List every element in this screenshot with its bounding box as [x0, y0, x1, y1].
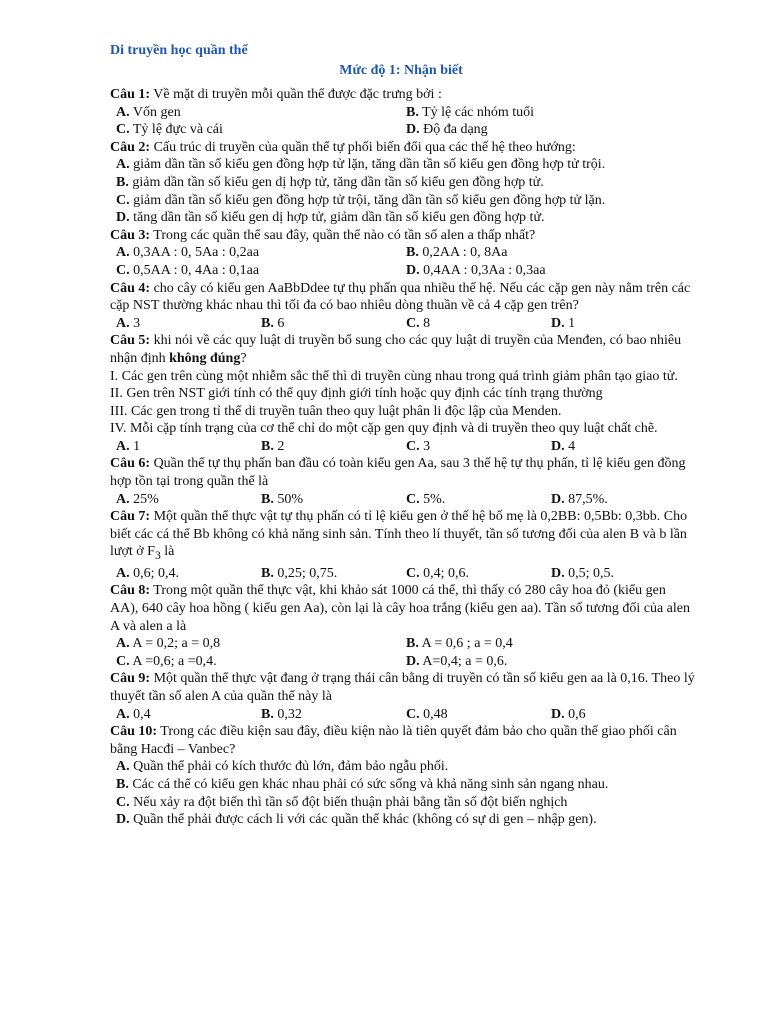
answer-option: [551, 706, 696, 724]
answer-option: [116, 565, 261, 583]
option-letter: D.: [551, 565, 565, 581]
option-letter: B.: [406, 636, 419, 652]
question-text: Trong các điều kiện sau đây, điều kiện nào là tiên quyết đảm bảo cho quần thể giao phối cân bằng Hacđi – Vanbec?: [110, 724, 677, 757]
answer-option: [406, 262, 696, 280]
option-text: A =0,6; a =0,4.: [129, 653, 217, 669]
question-text: khi nói về các quy luật di truyền bổ sung cho các quy luật di truyền của Menđen, có bao nhiêu nhận định: [110, 333, 682, 366]
answer-option: [116, 706, 261, 724]
answer-option: [406, 635, 696, 653]
option-text: 0,4; 0,6.: [419, 565, 470, 581]
option-letter: A.: [116, 636, 130, 652]
answer-option: [261, 315, 406, 333]
answer-row: [116, 635, 696, 653]
option-text: 3: [419, 438, 431, 454]
option-letter: C.: [116, 653, 130, 669]
option-letter: C.: [116, 262, 130, 278]
option-text: Quần thể phải được cách li với các quần thể khác (không có sự di gen – nhập gen).: [129, 812, 597, 828]
option-letter: D.: [551, 438, 565, 454]
question-stem: [110, 86, 696, 104]
question-text: Một quần thể thực vật tự thụ phấn có tỉ lệ kiểu gen ở thế hệ bố mẹ là 0,2BB: 0,5Bb: 0,3bb. Cho biết các cá thể Bb không có khả năng sinh sản. Tính theo lí thuyết, tần số tương đối của alen B và b lần lượt ở F: [110, 509, 688, 560]
question-stem: [110, 582, 696, 635]
option-text: Quần thể phải có kích thước đủ lớn, đảm bảo ngẫu phối.: [129, 759, 449, 775]
answer-option: [261, 491, 406, 509]
answer-row: [116, 653, 696, 671]
answer-option: [116, 262, 406, 280]
option-text: tăng dần tần số kiểu gen dị hợp tử, giảm dần tần số kiểu gen đồng hợp tử.: [129, 210, 545, 226]
option-letter: B.: [116, 174, 129, 190]
option-letter: D.: [406, 122, 420, 138]
option-text: A=0,4; a = 0,6.: [419, 653, 508, 669]
option-text: Vốn gen: [129, 104, 181, 120]
statement: I. Các gen trên cùng một nhiễm sắc thể thì di truyền cùng nhau trong quá trình giảm phân tạo giao tử.: [110, 368, 678, 384]
answer-option: [116, 121, 406, 139]
question-number: Câu 4:: [110, 280, 151, 296]
option-letter: B.: [261, 315, 274, 331]
answer-row: [116, 262, 696, 280]
question-stem: [110, 332, 696, 367]
option-letter: D.: [116, 812, 130, 828]
option-text: 2: [273, 438, 285, 454]
option-letter: C.: [406, 565, 420, 581]
answer-option: [406, 104, 696, 122]
option-text: A = 0,2; a = 0,8: [129, 636, 221, 652]
option-letter: B.: [261, 491, 274, 507]
question-text: Trong một quần thể thực vật, khi khảo sát 1000 cá thể, thì thấy có 280 cây hoa đỏ (kiểu gen AA), 640 cây hoa hồng ( kiểu gen Aa), còn lại là cây hoa trắng (kiểu gen aa). Tần số tương đối của alen A và alen a là: [110, 583, 690, 634]
option-letter: C.: [406, 315, 420, 331]
option-letter: C.: [406, 491, 420, 507]
question-text: Quần thể tự thụ phấn ban đầu có toàn kiểu gen Aa, sau 3 thế hệ tự thụ phấn, tỉ lệ kiểu gen đồng hợp tồn tại trong quần thể là: [110, 456, 686, 490]
answer-row: [116, 315, 696, 333]
option-letter: B.: [406, 104, 419, 120]
answer-option: [116, 776, 696, 794]
topic-title: Di truyền học quần thể: [110, 43, 248, 58]
answer-option: [116, 156, 696, 174]
option-letter: C.: [406, 438, 420, 454]
option-text: A = 0,6 ; a = 0,4: [418, 636, 513, 652]
option-letter: A.: [116, 104, 130, 120]
question-number: Câu 8:: [110, 583, 151, 599]
answer-option: [406, 315, 551, 333]
answer-row: [116, 121, 696, 139]
answer-option: [406, 438, 551, 456]
answer-option: [551, 491, 696, 509]
option-letter: B.: [406, 245, 419, 261]
option-letter: C.: [116, 122, 130, 138]
question-text-end: ?: [240, 350, 247, 366]
option-text: 3: [129, 315, 141, 331]
answer-option: [116, 438, 261, 456]
answer-option: [116, 653, 406, 671]
answer-option: [261, 706, 406, 724]
option-text: 1: [129, 438, 141, 454]
question-number: Câu 6:: [110, 456, 151, 472]
question-number: Câu 9:: [110, 671, 151, 687]
question-subscript: 3: [154, 549, 161, 563]
answer-option: [406, 706, 551, 724]
option-letter: D.: [406, 262, 420, 278]
option-letter: D.: [116, 210, 130, 226]
question-emphasis: không đúng: [169, 350, 241, 366]
answer-option: [116, 104, 406, 122]
option-text: 0,48: [419, 706, 448, 722]
question-stem: [110, 227, 696, 245]
statement: IV. Mỗi cặp tính trạng của cơ thể chỉ do một cặp gen quy định và di truyền theo quy luật chất chẽ.: [110, 421, 658, 437]
answer-option: [116, 315, 261, 333]
option-text: 0,6; 0,4.: [129, 565, 180, 581]
answer-option: [261, 438, 406, 456]
option-text: 0,2AA : 0, 8Aa: [418, 245, 508, 261]
question-text-end: là: [160, 544, 175, 560]
option-letter: A.: [116, 245, 130, 261]
option-text: 0,6: [564, 706, 586, 722]
option-text: 0,4: [129, 706, 151, 722]
answer-option: [116, 491, 261, 509]
option-text: Tỷ lệ các nhóm tuổi: [418, 104, 535, 120]
question-text: Cấu trúc di truyền của quần thể tự phối biến đổi qua các thế hệ theo hướng:: [150, 139, 576, 155]
answer-row: [116, 104, 696, 122]
option-letter: A.: [116, 438, 130, 454]
option-text: 0,4AA : 0,3Aa : 0,3aa: [419, 262, 546, 278]
answer-row: [116, 491, 696, 509]
answer-option: [116, 794, 696, 812]
answer-option: [116, 209, 696, 227]
option-text: 0,5; 0,5.: [564, 565, 615, 581]
option-text: 6: [273, 315, 285, 331]
option-letter: C.: [116, 192, 130, 208]
question-text: Một quần thể thực vật đang ở trạng thái cân bằng di truyền có tần số kiểu gen aa là 0,16. Theo lý thuyết tần số alen A của quần thể này là: [110, 671, 695, 704]
answer-option: [406, 121, 696, 139]
answer-option: [116, 635, 406, 653]
option-text: 0,3AA : 0, 5Aa : 0,2aa: [129, 245, 260, 261]
option-text: 0,5AA : 0, 4Aa : 0,1aa: [129, 262, 260, 278]
answer-option: [116, 244, 406, 262]
question-number: Câu 5:: [110, 333, 151, 349]
question-text: Về mặt di truyền mỗi quần thể được đặc trưng bởi :: [150, 87, 442, 102]
answer-row: [116, 706, 696, 724]
option-text: 1: [564, 315, 576, 331]
option-letter: D.: [551, 315, 565, 331]
answer-option: [116, 192, 696, 210]
option-text: 5%.: [419, 491, 446, 507]
option-letter: A.: [116, 565, 130, 581]
option-letter: A.: [116, 759, 130, 775]
option-text: 0,32: [273, 706, 302, 722]
answer-option: [406, 491, 551, 509]
answer-row: [116, 565, 696, 583]
question-number: Câu 2:: [110, 139, 151, 155]
question-stem: [110, 723, 696, 758]
option-letter: B.: [261, 565, 274, 581]
option-text: Tỷ lệ đực và cái: [129, 122, 223, 138]
option-text: 87,5%.: [564, 491, 608, 507]
answer-option: [261, 565, 406, 583]
answer-option: [406, 244, 696, 262]
question-stem: [110, 508, 696, 565]
option-text: 50%: [273, 491, 304, 507]
option-text: 0,25; 0,75.: [273, 565, 338, 581]
question-number: Câu 3:: [110, 227, 151, 243]
answer-row: [116, 244, 696, 262]
option-text: 25%: [129, 491, 159, 507]
option-letter: D.: [551, 491, 565, 507]
option-letter: B.: [261, 438, 274, 454]
option-letter: B.: [116, 776, 129, 792]
option-letter: D.: [551, 706, 565, 722]
option-text: giảm dần tần số kiểu gen đồng hợp tử trội, tăng dần tần số kiểu gen đồng hợp tử lặn.: [129, 192, 606, 208]
option-letter: D.: [406, 653, 420, 669]
option-text: giảm dần tần số kiểu gen đồng hợp tử lặn, tăng dần tần số kiểu gen đồng hợp tử trội.: [129, 157, 606, 173]
answer-option: [406, 653, 696, 671]
statement: III. Các gen trong tỉ thể di truyền tuân theo quy luật phân li độc lập của Menden.: [110, 403, 562, 419]
question-stem: [110, 280, 696, 315]
answer-row: [116, 438, 696, 456]
answer-option: [551, 565, 696, 583]
question-number: Câu 1:: [110, 87, 151, 102]
option-letter: A.: [116, 315, 130, 331]
option-letter: B.: [261, 706, 274, 722]
option-letter: C.: [406, 706, 420, 722]
question-text: Trong các quần thể sau đây, quần thể nào có tần số alen a thấp nhất?: [150, 227, 536, 243]
question-stem: [110, 455, 696, 490]
answer-option: [116, 758, 696, 776]
question-text: cho cây có kiểu gen AaBbDdee tự thụ phấn qua nhiều thế hệ. Nếu các cặp gen này nằm trên các cặp NST thường khác nhau thì tối đa có bao nhiêu dòng thuần về cả 4 cặp gen trên?: [110, 280, 691, 314]
option-text: Nếu xảy ra đột biến thì tần số đột biến thuận phải bằng tần số đột biến nghịch: [129, 794, 568, 810]
option-letter: A.: [116, 157, 130, 173]
question-stem: [110, 139, 696, 157]
option-text: 4: [564, 438, 576, 454]
answer-option: [406, 565, 551, 583]
question-list: [110, 86, 696, 829]
question-stem: [110, 670, 696, 705]
answer-option: [551, 438, 696, 456]
option-letter: A.: [116, 491, 130, 507]
option-text: Độ đa dạng: [419, 122, 488, 138]
option-letter: A.: [116, 706, 130, 722]
answer-option: [551, 315, 696, 333]
statement: II. Gen trên NST giới tính có thể quy định giới tính hoặc quy định các tính trạng thường: [110, 386, 603, 402]
option-letter: C.: [116, 794, 130, 810]
answer-option: [116, 174, 696, 192]
question-number: Câu 7:: [110, 509, 151, 525]
option-text: 8: [419, 315, 431, 331]
option-text: Các cá thể có kiểu gen khác nhau phải có sức sống và khả năng sinh sản ngang nhau.: [128, 776, 609, 792]
level-heading: Mức độ 1: Nhận biết: [339, 63, 463, 78]
answer-option: [116, 811, 696, 829]
option-text: giảm dần tần số kiểu gen dị hợp tử, tăng dần tần số kiểu gen đồng hợp tử.: [128, 174, 544, 190]
question-number: Câu 10:: [110, 724, 158, 740]
